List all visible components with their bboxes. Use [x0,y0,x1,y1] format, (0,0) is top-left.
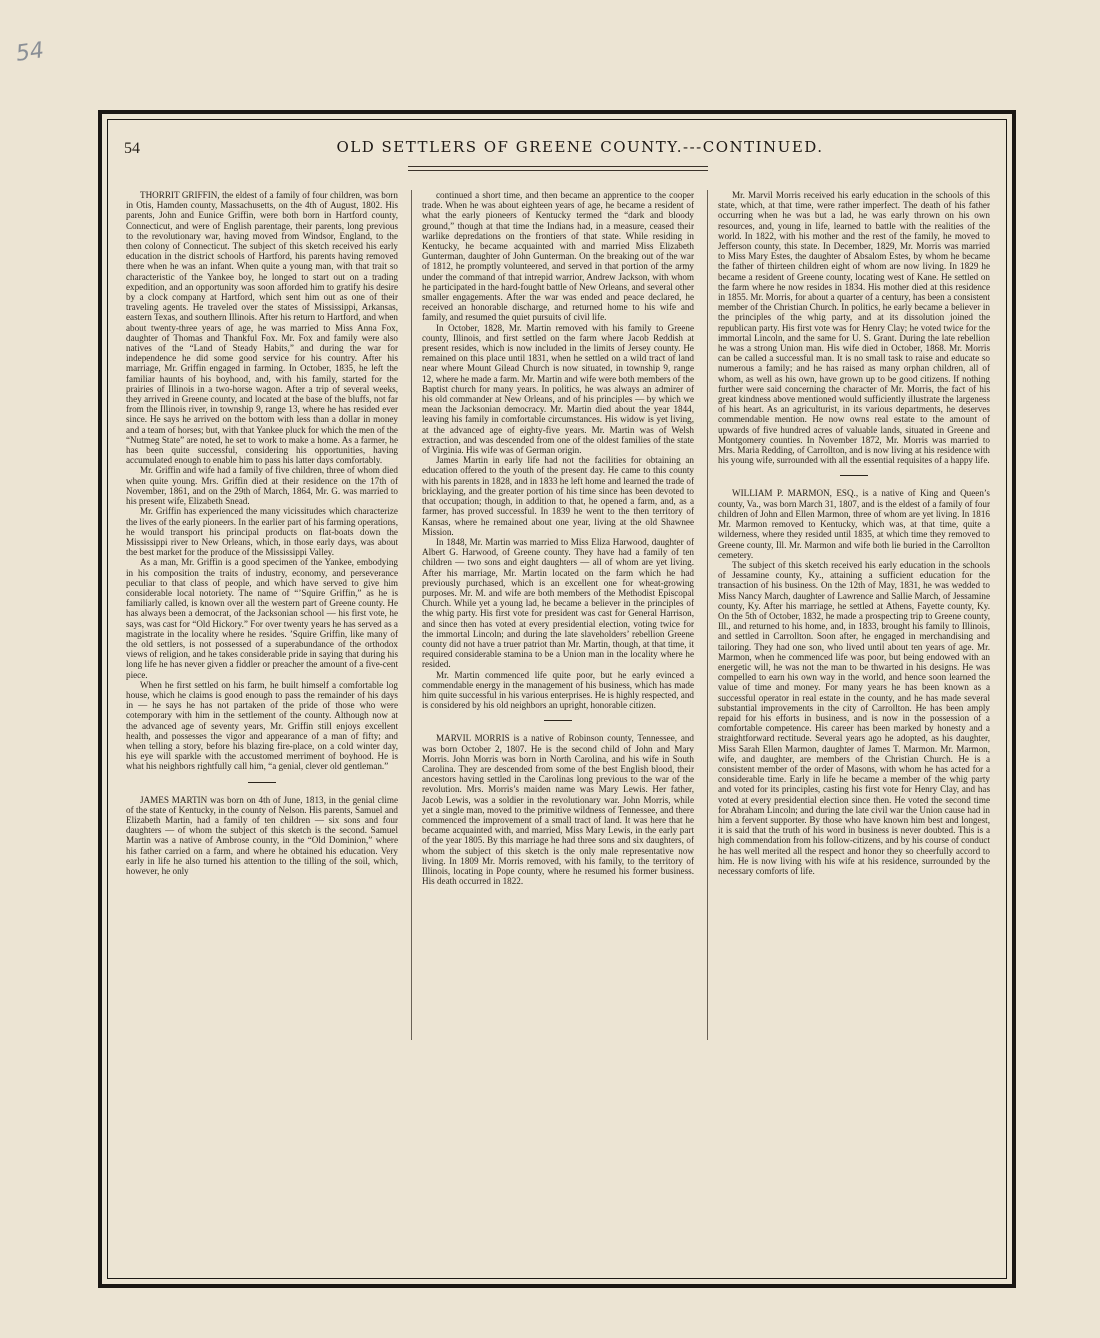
paragraph: WILLIAM P. MARMON, ESQ., is a native of King and Queen’s county, Va., was born March 31, 1807, and is the eldest of a family of four children of John and Ellen Marmon, three of whom are yet living. In 1816 Mr. Marmon removed to Kentucky, which was, at that time, quite a wilderness, where they resided until 1835, at which time they removed to Greene county, Ill. Mr. Marmon and wife both lie buried in the Carrollton cemetery. [718,488,990,560]
paragraph: Mr. Griffin has experienced the many vicissitudes which characterize the lives of the early pioneers. In the earlier part of his farming operations, he would transport his principal products on flat-boats down the Mississippi river to New Orleans, which, in those early days, was about the best market for the produce of the Mississippi Valley. [126,506,398,558]
paragraph: As a man, Mr. Griffin is a good specimen of the Yankee, embodying in his composition the traits of industry, economy, and perseverance peculiar to that class of people, and which have served to give him considerable local notoriety. The name of “’Squire Griffin,” as he is familiarly called, is known over all the western part of Greene county. He has always been a democrat, of the Jacksonian school — his first vote, he says, was cast for “Old Hickory.” For over twenty years he has served as a magistrate in the locality where he resides. ’Squire Griffin, like many of the old settlers, is not possessed of a superabundance of the orthodox views of religion, and he takes considerable pride in saying that during his long life he has never given a fiddler or preacher the amount of a five-cent piece. [126,557,398,680]
section-separator [544,720,572,721]
paragraph: Mr. Griffin and wife had a family of five children, three of whom died when quite young. Mrs. Griffin died at their residence on the 17th of November, 1861, and on the 29th of March, 1864, Mr. G. was married to his present wife, Elizabeth Snead. [126,465,398,507]
column-divider-left [411,190,412,1040]
page-title: OLD SETTLERS OF GREENE COUNTY.---CONTINUED. [336,138,824,156]
page-border [98,110,1016,1288]
page-number: 54 [124,140,140,157]
title-rule-top [408,166,708,167]
text-column-3 [718,190,990,876]
paragraph: THORRIT GRIFFIN, the eldest of a family of four children, was born in Otis, Hamden county, Massachusetts, on the 4th of August, 1802. His parents, John and Eunice Griffin, were both born in Hartford county, Connecticut, and were of English parentage, their parents, long previous to the revolutionary war, having moved from Windsor, England, to the then colony of Connecticut. The subject of this sketch received his early education in the district schools of Hartford, his parents having removed there when he was an infant. When quite a young man, with that trait so characteristic of the Yankee boy, he longed to start out on a trading expedition, and an opportunity was soon afforded him to gratify his desire by a clock company at Hartford, which sent him out as one of their traveling agents. He traveled over the states of Mississippi, Arkansas, eastern Texas, and southern Illinois. After his return to Hartford, and when about twenty-three years of age, he was married to Miss Anna Fox, daughter of Thomas and Thankful Fox. Mr. Fox and family were also natives of the “Land of Steady Habits,” and during the war for independence he did some good service for his country. After his marriage, Mr. Griffin engaged in farming. In October, 1835, he left the familiar haunts of his boyhood, and, with his family, started for the prairies of Illinois in a two-horse wagon. After a trip of several weeks, they arrived in Greene county, and located at the base of the bluffs, not far from the Illinois river, in township 9, range 13, where he has resided ever since. He says he arrived on the bottom with less than a dollar in money and a team of horses; but, with that Yankee pluck for which the men of the “Nutmeg State” are noted, he set to work to make a home. As a farmer, he has been quite successful, considering his opportunities, having accumulated enough to enable him to pass his latter days comfortably. [126,190,398,466]
paragraph: Mr. Martin commenced life quite poor, but he early evinced a commendable energy in the management of his business, which has made him quite successful in his various enterprises. He is highly respected, and is considered by his old neighbors an upright, honorable citizen. [422,669,694,711]
paragraph: James Martin in early life had not the facilities for obtaining an education offered to the youth of the present day. He came to this county with his parents in 1828, and in 1833 he left home and learned the trade of bricklaying, and the greater portion of his time since has been devoted to that occupation; though, in addition to that, he opened a farm, and, as a farmer, has proved successful. In 1839 he went to the then territory of Kansas, where he remained about one year, living at the old Shawnee Mission. [422,455,694,537]
text-column-1 [126,190,398,876]
title-rule-bottom [408,170,708,171]
paragraph: When he first settled on his farm, he built himself a comfortable log house, which he claims is good enough to pass the remainder of his days in — he says he has not partaken of the pride of those who were cotemporary with him in the settlement of the county. Although now at the advanced age of seventy years, Mr. Griffin still enjoys excellent health, and possesses the vigor and appearance of a man of fifty; and when telling a story, before his blazing fire-place, on a cold winter day, his eye will sparkle with the accustomed merriment of boyhood. He is what his neighbors rightfully call him, “a genial, clever old gentleman.” [126,679,398,772]
paragraph: The subject of this sketch received his early education in the schools of Jessamine county, Ky., attaining a sufficient education for the transaction of his business. On the 12th of May, 1831, he was wedded to Miss Nancy March, daughter of Lawrence and Sallie March, of Jessamine county, Ky. After his marriage, he settled at Athens, Fayette county, Ky. On the 5th of October, 1832, he made a prospecting trip to Greene county, Ill., and returned to his home, and, in 1833, brought his family to Illinois, and settled in Carrollton. Soon after, he engaged in merchandising and tailoring. They had one son, who lived until about ten years of age. Mr. Marmon, when he commenced life was poor, but being endowed with an energetic will, he was not the man to be thwarted in his designs. He was compelled to earn his own way in the world, and hence soon learned the value of time and money. For many years he has been known as a successful operator in real estate in the county, and he has made several substantial improvements in the city of Carrollton. He has been amply repaid for his efforts in business, and is now in the possession of a comfortable competence. His career has been marked by honesty and a straightforward rectitude. Several years ago he adopted, as his daughter, Miss Sarah Ellen Marmon, daughter of James T. Marmon. Mr. Marmon, wife, and daughter, are members of the Christian Church. He is a consistent member of the order of Masons, with whom he has acted for a considerable time. Early in life he became a member of the whig party and voted for its principles, casting his first vote for Henry Clay, and has voted at every presidential election since then. He voted the second time for Abraham Lincoln; and during the late civil war the Union cause had in him a fervent supporter. By those who have known him best and longest, it is said that the truth of his word in business is never doubted. This is a high commendation from his follow-citizens, and by his course of conduct he has well merited all the respect and honor they so cheerfully accord to him. He is now living with his wife at his residence, surrounded by the necessary comforts of life. [718,559,990,876]
paragraph: Mr. Marvil Morris received his early education in the schools of this state, which, at that time, were rather imperfect. The death of his father occurring when he was but a lad, he was early thrown on his own resources, and, young in life, learned to battle with the realities of the world. In 1822, with his mother and the rest of the family, he moved to Jefferson county, this state. In December, 1829, Mr. Morris was married to Miss Mary Estes, the daughter of Absalom Estes, by whom he became the father of thirteen children eight of whom are now living. In 1829 he became a resident of Greene county, locating west of Kane. He settled on the farm where he now resides in 1834. His mother died at this residence in 1855. Mr. Morris, for about a quarter of a century, has been a consistent member of the Christian Church. In politics, he early became a believer in the principles of the whig party, and at its dissolution joined the republican party. His first vote was for Henry Clay; he voted twice for the immortal Lincoln, and the same for U. S. Grant. During the late rebellion he was a strong Union man. His wife died in October, 1868. Mr. Morris can be called a successful man. It is no small task to raise and educate so numerous a family; and he has raised as many orphan children, all of whom, as well as his own, have grown up to be good citizens. If nothing further were said concerning the character of Mr. Morris, the fact of his great kindness above mentioned would sufficiently illustrate the largeness of his heart. As an agriculturist, in its various departments, he deserves commendable mention. He now owns real estate to the amount of upwards of five hundred acres of valuable lands, situated in Greene and Montgomery counties. In November 1872, Mr. Morris was married to Mrs. Maria Redding, of Carrollton, and is now living at his residence with his young wife, surrounded with all the essential requisites of a happy life. [718,190,990,466]
paragraph: In 1848, Mr. Martin was married to Miss Eliza Harwood, daughter of Albert G. Harwood, of Greene county. They have had a family of ten children — two sons and eight daughters — all of whom are yet living. After his marriage, Mr. Martin located on the farm which he had previously purchased, which is an excellent one for wheat-growing purposes. Mr. M. and wife are both members of the Methodist Episcopal Church. While yet a young lad, he became a believer in the principles of the whig party. His first vote for president was cast for General Harrison, and since then has voted at every presidential election, voting twice for the immortal Lincoln; and during the late slaveholders’ rebellion Greene county did not have a truer patriot than Mr. Martin, though, at that time, it required considerable stamina to be a Union man in the locality where he resided. [422,536,694,670]
text-columns [126,190,996,1270]
page-header [120,136,994,160]
paragraph: In October, 1828, Mr. Martin removed with his family to Greene county, Illinois, and first settled on the farm where Jacob Reddish at present resides, which is now included in the limits of Jersey county. He remained on this place until 1831, when he settled on a wild tract of land near where Mount Gilead Church is now situated, in township 9, range 12, where he made a farm. Mr. Martin and wife were both members of the Baptist church for many years. In politics, he was always an admirer of his old commander at New Orleans, and of his principles — by which we mean the Jacksonian democracy. Mr. Martin died about the year 1844, leaving his family in comfortable circumstances. His widow is yet living, at the advanced age of eighty-five years. Mr. Martin was of Welsh extraction, and was descended from one of the oldest families of the state of Virginia. His wife was of German origin. [422,322,694,456]
pencil-page-note: 54 [14,38,46,67]
page-border-inner [107,119,1007,1279]
section-separator [840,475,868,476]
column-divider-right [707,190,708,1040]
text-column-2 [422,190,694,886]
paragraph: JAMES MARTIN was born on 4th of June, 1813, in the genial clime of the state of Kentucky, in the county of Nelson. His parents, Samuel and Elizabeth Martin, had a family of ten children — six sons and four daughters — of whom the subject of this sketch is the second. Samuel Martin was a native of Ambrose county, in the “Old Dominion,” where his father carried on a farm, and where he obtained his education. Very early in life he also turned his attention to the tilling of the soil, which, however, he only [126,794,398,876]
paragraph: continued a short time, and then became an apprentice to the cooper trade. When he was about eighteen years of age, he became a resident of what the early pioneers of Kentucky termed the “dark and bloody ground,” though at that time the Indians had, in a measure, ceased their warlike depredations on the frontiers of that state. While residing in Kentucky, he became acquainted with and married Miss Elizabeth Gunterman, daughter of John Gunterman. On the breaking out of the war of 1812, he promptly volunteered, and served in that portion of the army under the command of that intrepid warrior, Andrew Jackson, with whom he participated in the hard-fought battle of New Orleans, and several other smaller engagements. After the war was ended and peace declared, he received an honorable discharge, and returned home to his wife and family, and resumed the quiet pursuits of civil life. [422,190,694,323]
paragraph: MARVIL MORRIS is a native of Robinson county, Tennessee, and was born October 2, 1807. He is the second child of John and Mary Morris. John Morris was born in North Carolina, and his wife in South Carolina. They are descended from some of the best English blood, their ancestors having settled in the Carolinas long previous to the war of the revolution. Mrs. Morris’s maiden name was Mary Lewis. Her father, Jacob Lewis, was a soldier in the revolutionary war. John Morris, while yet a single man, moved to the primitive wildness of Tennessee, and there commenced the improvement of a small tract of land. It was here that he became acquainted with, and married, Miss Mary Lewis, in the early part of the year 1805. By this marriage he had three sons and six daughters, of whom the subject of this sketch is the only male representative now living. In 1809 Mr. Morris removed, with his family, to the territory of Illinois, locating in Pope county, where he resumed his former business. His death occurred in 1822. [422,733,694,887]
section-separator [248,782,276,783]
